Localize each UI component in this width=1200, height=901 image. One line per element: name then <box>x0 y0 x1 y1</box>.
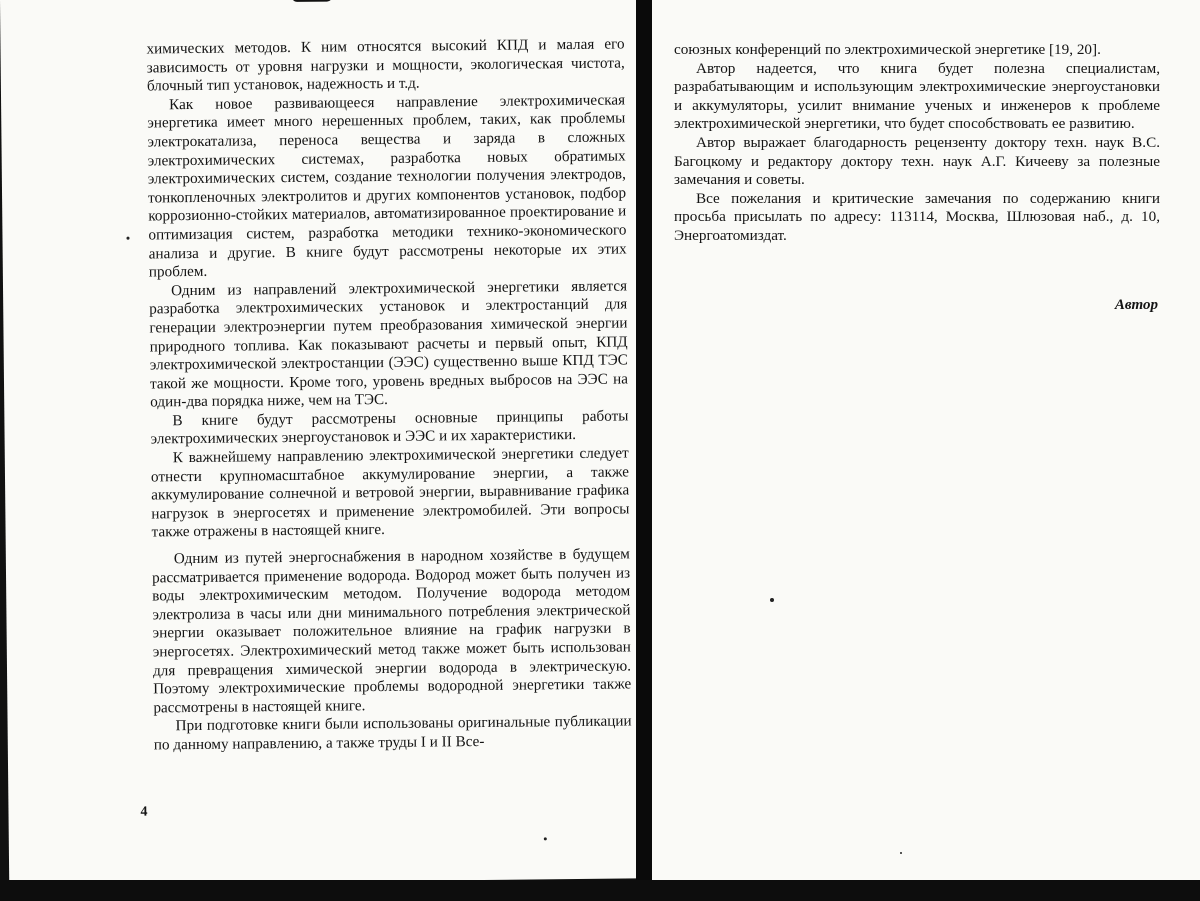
paragraph: союзных конференций по электрохимической энергетике [19, 20]. <box>674 41 1101 58</box>
scan-bottom-edge <box>0 880 1200 901</box>
right-page <box>652 0 1200 880</box>
paragraph: В книге будут рассмотрены основные принципы работы электрохимических энергоустановок и ЭЭС и их характеристики. <box>150 407 629 448</box>
paragraph: химических методов. К ним относятся высокий КПД и малая его зависимость от уровня нагрузки и мощности, экологическая чистота, блочный тип установок, надежность и т.д. <box>146 35 625 95</box>
page-number: 4 <box>140 804 148 820</box>
scan-speck <box>770 598 774 602</box>
left-page-text <box>146 35 631 755</box>
paragraph: Автор надеется, что книга будет полезна специалистам, разрабатывающим и использующим электрохимические энергоустановки и аккумуляторы, усилит внимание ученых и инженеров к проблеме электрохимической энергетики, что будет способствовать ее развитию. <box>674 59 1160 133</box>
paragraph: Автор выражает благодарность рецензенту доктору техн. наук В.С. Багоцкому и редактору доктору техн. наук А.Г. Кичееву за полезные замечания и советы. <box>674 133 1160 189</box>
scan-speck <box>126 237 129 240</box>
paragraph: При подготовке книги были использованы оригинальные публикации по данному направлению, а также труды I и II Все- <box>153 712 632 754</box>
paragraph: Одним из направлений электрохимической энергетики является разработка электрохимических установок и электростанций для генерации электроэнергии путем преобразования химической энергии природного топлива. Как показывают расчеты и первый опыт, КПД электрохимической электростанции (ЭЭС) существенно выше КПД ТЭС такой же мощности. Кроме того, уровень вредных выбросов на ЭЭС на один-два порядка ниже, чем на ТЭС. <box>149 277 629 411</box>
scan-speck <box>544 837 547 840</box>
right-page-text <box>674 41 1160 246</box>
paragraph: Как новое развивающееся направление электрохимическая энергетика имеет много нерешенных проблем, таких, как проблемы электрокатализа, переноса вещества и заряда в сложных электрохимических системах, разработка новых обратимых электрохимических систем, создание технологии получения электродов, тонкопленочных электролитов и других компонентов установок, подбор коррозионно-стойких материалов, автоматизированное проектирование и оптимизация систем, разработка методики технико-экономического анализа и другие. В книге будут рассмотрены некоторые их этих проблем. <box>147 91 627 281</box>
paragraph: К важнейшему направлению электрохимической энергетики следует отнести крупномасштабное аккумулирование энергии, а также аккумулирование солнечной и ветровой энергии, выравнивание графика нагрузок в энергосетях и применение электромобилей. Эти вопросы также отражены в настоящей книге. <box>150 444 630 541</box>
paragraph: Одним из путей энергоснабжения в народном хозяйстве в будущем рассматривается применение водорода. Водород может быть получен из воды электрохимическим методом. Получение водорода методом электролиза в часы или дни минимального потребления электрической энергии оказывает положительное влияние на график нагрузки в энергосетях. Электрохимический метод также может быть использован для превращения химической энергии водорода в электрическую. Поэтому электрохимические проблемы водородной энергетики также рассмотрены в настоящей книге. <box>151 545 632 717</box>
paragraph: Все пожелания и критические замечания по содержанию книги просьба присылать по адресу: 113114, Москва, Шлюзовая наб., д. 10, Энергоатомиздат. <box>674 189 1160 244</box>
author-signature: Автор <box>1114 297 1158 313</box>
scan-artifact <box>292 0 332 2</box>
scan-speck <box>900 852 902 854</box>
